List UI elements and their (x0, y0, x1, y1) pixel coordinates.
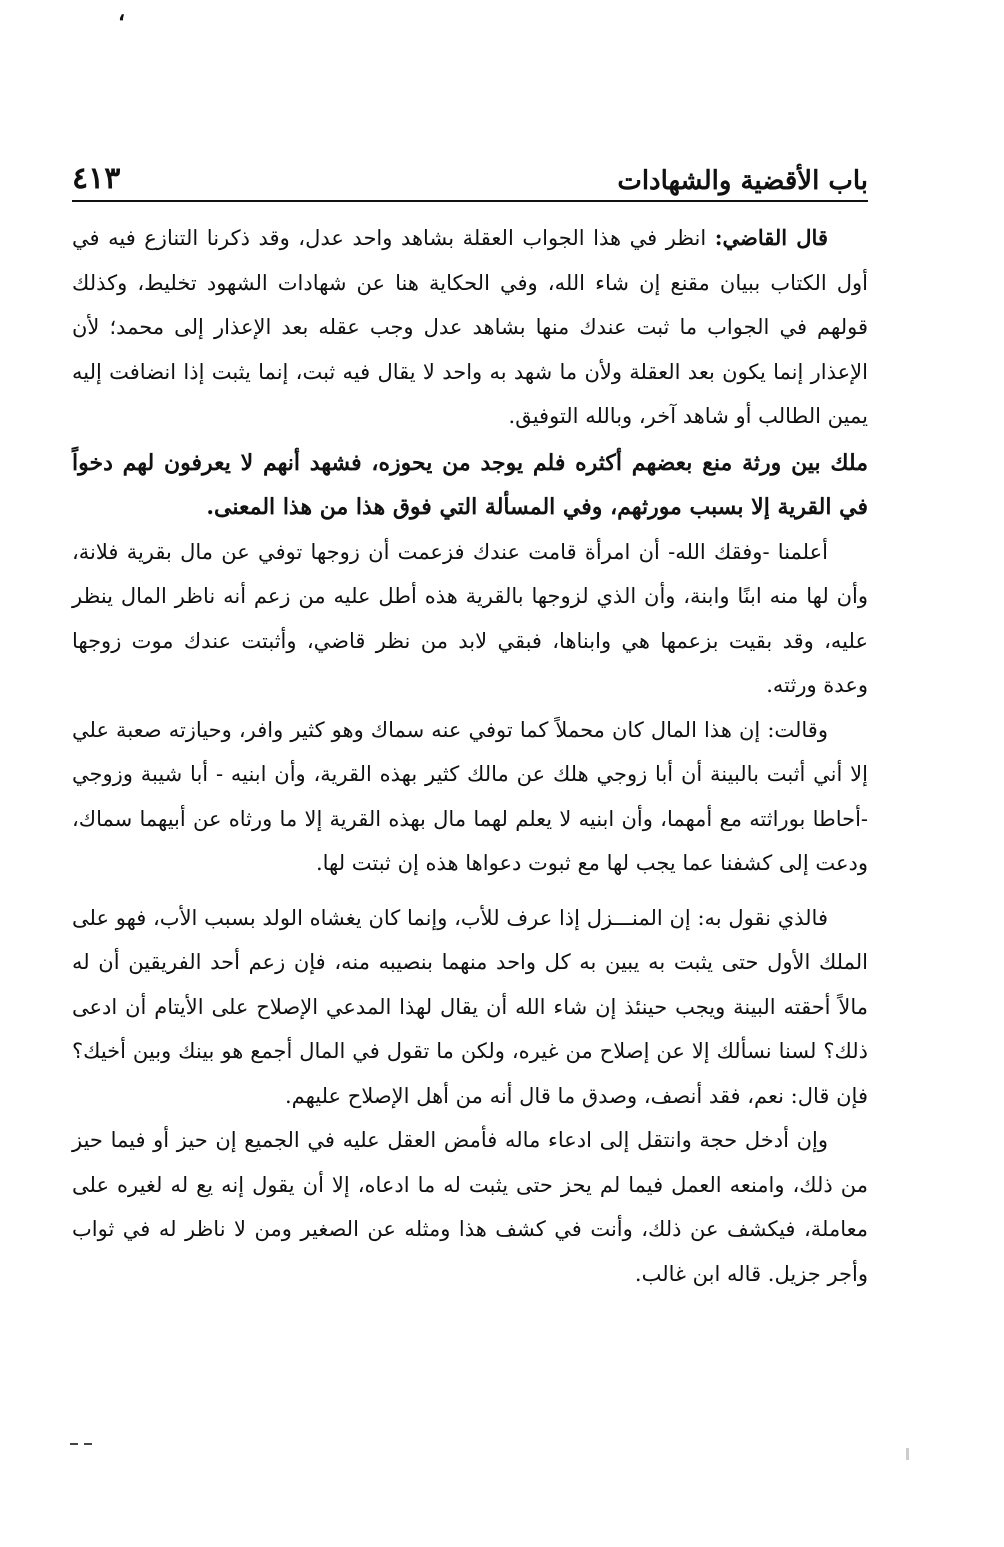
paragraph-text: انظر في هذا الجواب العقلة بشاهد واحد عدل، وقد ذكرنا التنازع فيه في أول الكتاب ببيان مقنع إن شاء الله، وفي الحكاية هنا عن شهادات الشهود تخليط، وكذلك قولهم في الجواب ما ثبت عندك منها بشاهد عدل وجب عقله بعد الإعذار إلى محمد؛ لأن الإعذار إنما يكون بعد العقلة ولأن ما شهد به واحد لا يقال فيه ثبت، إنما يثبت إذا انضافت إليه يمين الطالب أو شاهد آخر، وبالله التوفيق. (72, 226, 868, 428)
page-header (72, 140, 868, 202)
paragraph: فالذي نقول به: إن المنـــزل إذا عرف للأب، وإنما كان يغشاه الولد بسبب الأب، فهو على الملك الأول حتى يثبت به يبين به كل واحد منهما بنصيبه منه، فإن زعم أحد الفريقين أن له مالاً أحقته البينة ويجب حينئذ إن شاء الله أن يقال لهذا المدعي الإصلاح على الأيتام أن ادعى ذلك؟ لسنا نسألك إلا عن إصلاح من غيره، ولكن ما تقول في المال أجمع هو بينك وبين أخيك؟ فإن قال: نعم، فقد أنصف، وصدق ما قال أنه من أهل الإصلاح عليهم. (72, 905, 868, 1108)
paragraph: وقالت: إن هذا المال كان محملاً كما توفي عنه سماك وهو كثير وافر، وحيازته صعبة علي إلا أني أثبت بالبينة أن أبا زوجي هلك عن مالك كثير بهذه القرية، وأن ابنيه - أبا شيبة وزوجي -أحاطا بوراثته مع أمهما، وأن ابنيه لا يعلم لهما مال بهذه القرية إلا ما ورثاه عن أبيهما سماك، ودعت إلى كشفنا عما يجب لها مع ثبوت دعواها هذه إن ثبتت لها. (72, 717, 868, 875)
paragraph: أعلمنا -وفقك الله- أن امرأة قامت عندك فزعمت أن زوجها توفي عن مال بقرية فلانة، وأن لها منه ابنًا وابنة، وأن الذي لزوجها بالقرية هذه أطل عليه من زعم أنه ناظر المال ينظر عليه، وقد بقيت بزعمها هي وابناها، فبقي لابد من نظر قاضي، وأثبتت عندك موت زوجها وعدة ورثته. (72, 539, 868, 697)
page-body (72, 216, 868, 1296)
section-heading: ملك بين ورثة منع بعضهم أكثره فلم يوجد من يحوزه، فشهد أنهم لا يعرفون لهم دخواً في القرية إلا بسبب مورثهم، وفي المسألة التي فوق هذا من هذا المعنى. (72, 449, 868, 520)
chapter-title: باب الأقضية والشهادات (617, 166, 868, 196)
scan-speck (906, 1448, 909, 1460)
paragraph: وإن أدخل حجة وانتقل إلى ادعاء ماله فأمض العقل عليه في الجميع إن حيز أو فيما حيز من ذلك، وامنعه العمل فيما لم يحز حتى يثبت له ما ادعاه، إلا أن يقول إنه يع له لغيره على معاملة، فيكشف عن ذلك، وأنت في كشف هذا ومثله عن الصغير ومن لا ناظر له في ثواب وأجر جزيل. قاله ابن غالب. (72, 1128, 868, 1286)
footer-mark (70, 1430, 110, 1436)
margin-mark: ، (118, 0, 126, 26)
paragraph-judge-comment (72, 216, 868, 439)
page-number: ٤١٣ (72, 161, 121, 196)
page (72, 140, 868, 1296)
paragraph-lead: قال القاضي: (714, 225, 828, 250)
